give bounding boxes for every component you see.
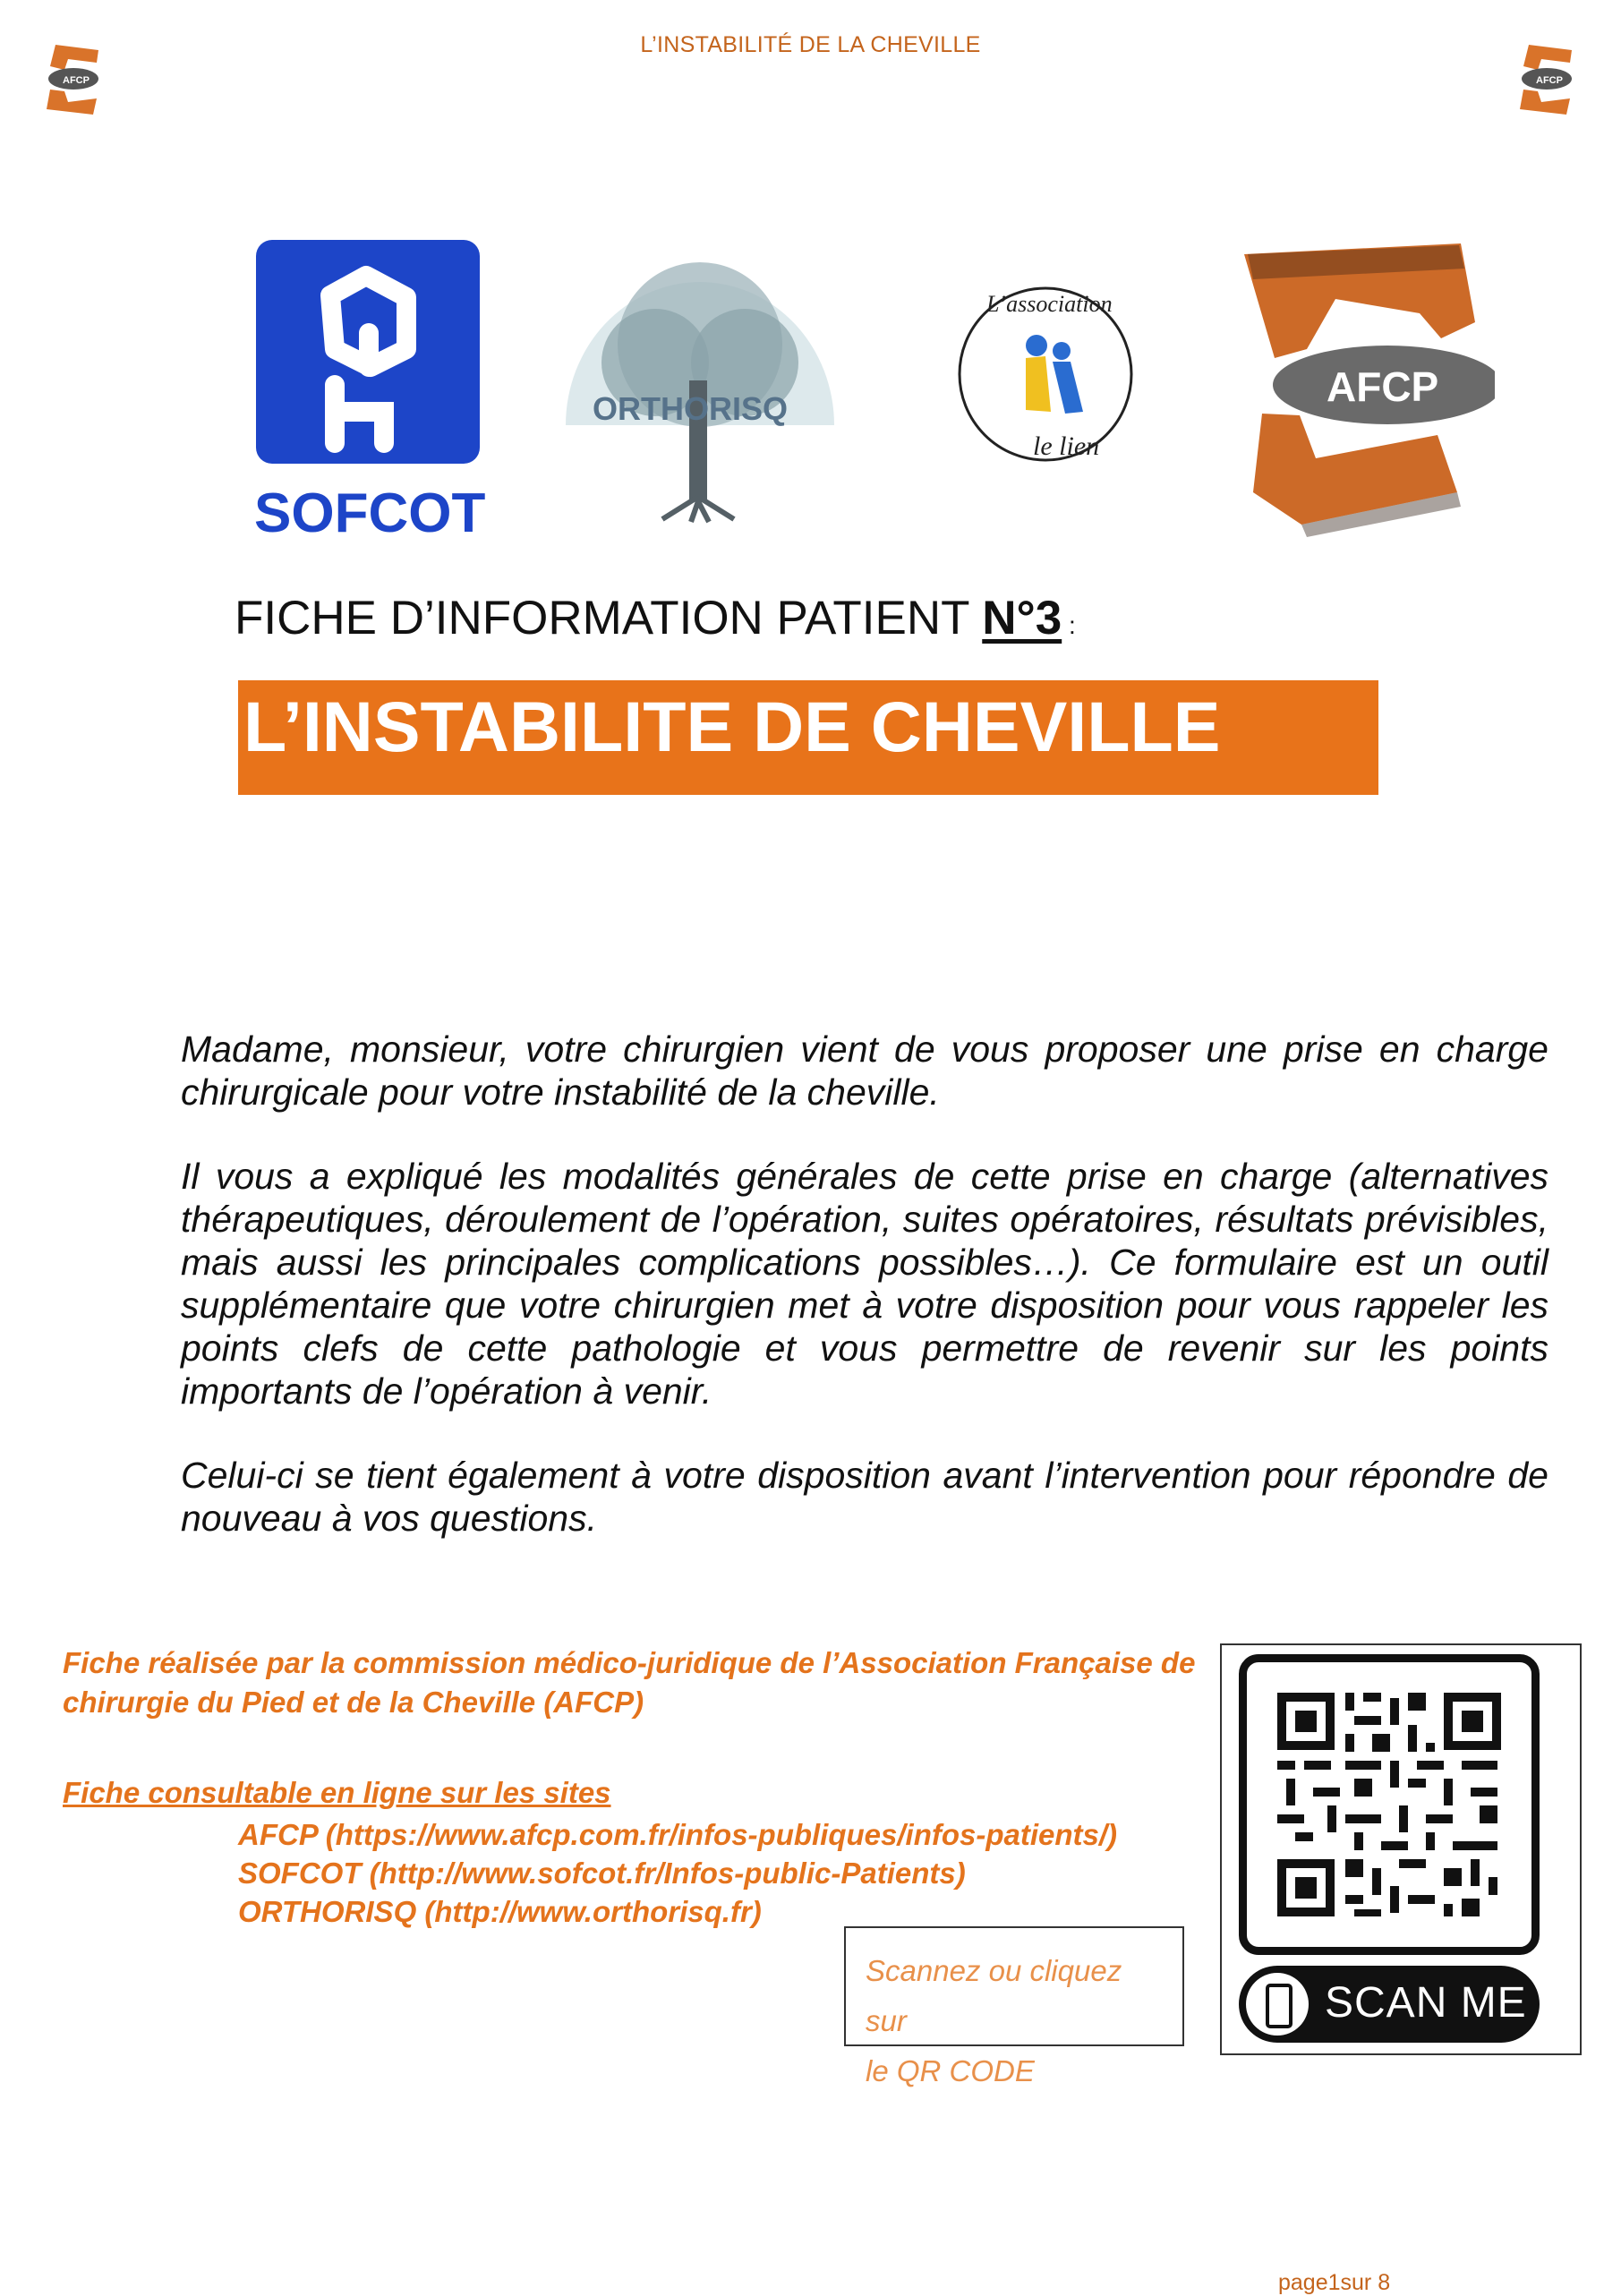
svg-text:le lien: le lien [1033,431,1100,461]
fiche-title [235,591,1076,645]
banner-title: L’INSTABILITE DE CHEVILLE [243,687,1221,766]
orthorisq-logo [557,228,843,524]
scan-me-label: SCAN ME [1325,1979,1527,2027]
scan-me-button[interactable] [1239,1966,1540,2043]
sites-heading: Fiche consultable en ligne sur les sites [63,1776,611,1809]
paragraph: Il vous a expliqué les modalités générales de cette prise en charge (alternatives thérapeutiques, déroulement de l’opération, suites opératoires, résultats prévisibles, mais aussi les principales complications possibles…). Ce formulaire est un outil supplémentaire que votre chirurgien met à votre disposition pour vous rappeler les points clefs de cette pathologie et vous permettre de revenir sur les points importants de l’opération à venir. [181,1156,1548,1412]
afcp-corner-logo-left [38,39,109,120]
credit-note: Fiche réalisée par la commission médico-juridique de l’Association Française de chirurgie du Pied et de la Cheville (AFCP) [63,1646,1196,1719]
scan-note-line1: Scannez ou cliquez sur [866,1954,1122,2037]
paragraph: Celui-ci se tient également à votre disposition avant l’intervention pour répondre de nouveau à vos questions. [181,1455,1548,1539]
afcp-logo [1217,224,1495,537]
sites-list [238,1815,1117,1931]
scan-note [844,1926,1184,2087]
svg-text:AFCP: AFCP [1327,363,1439,410]
page-number: page1sur 8 [1278,2270,1391,2295]
title-banner [238,680,1378,795]
site-link-afcp[interactable]: AFCP (https://www.afcp.com.fr/infos-publiques/infos-patients/) [238,1818,1118,1851]
qr-code-icon [1247,1662,1531,1947]
svg-text:ORTHORISQ: ORTHORISQ [593,390,789,427]
running-title: L’INSTABILITÉ DE LA CHEVILLE [640,32,981,57]
fiche-title-colon: : [1062,611,1076,639]
paragraph: Madame, monsieur, votre chirurgien vient de vous proposer une prise en charge chirurgicale pour votre instabilité de la cheville. [181,1029,1548,1113]
sofcot-logo [227,233,496,555]
svg-text:SOFCOT: SOFCOT [254,482,486,544]
scan-note-line2: le QR CODE [866,2054,1035,2087]
association-le-lien-logo [940,269,1146,483]
fiche-title-prefix: FICHE D’INFORMATION PATIENT [235,592,983,644]
intro-text [181,1028,1548,1581]
qr-code[interactable] [1239,1654,1540,1955]
svg-text:AFCP: AFCP [1536,75,1563,86]
svg-text:AFCP: AFCP [63,75,90,86]
site-link-sofcot[interactable]: SOFCOT (http://www.sofcot.fr/Infos-public-Patients) [238,1856,966,1890]
afcp-corner-logo-right [1511,39,1583,120]
phone-icon [1246,1973,1309,2036]
svg-text:L’association: L’association [986,291,1113,317]
site-link-orthorisq[interactable]: ORTHORISQ (http://www.orthorisq.fr) [238,1895,762,1928]
fiche-number: N°3 [982,592,1062,644]
